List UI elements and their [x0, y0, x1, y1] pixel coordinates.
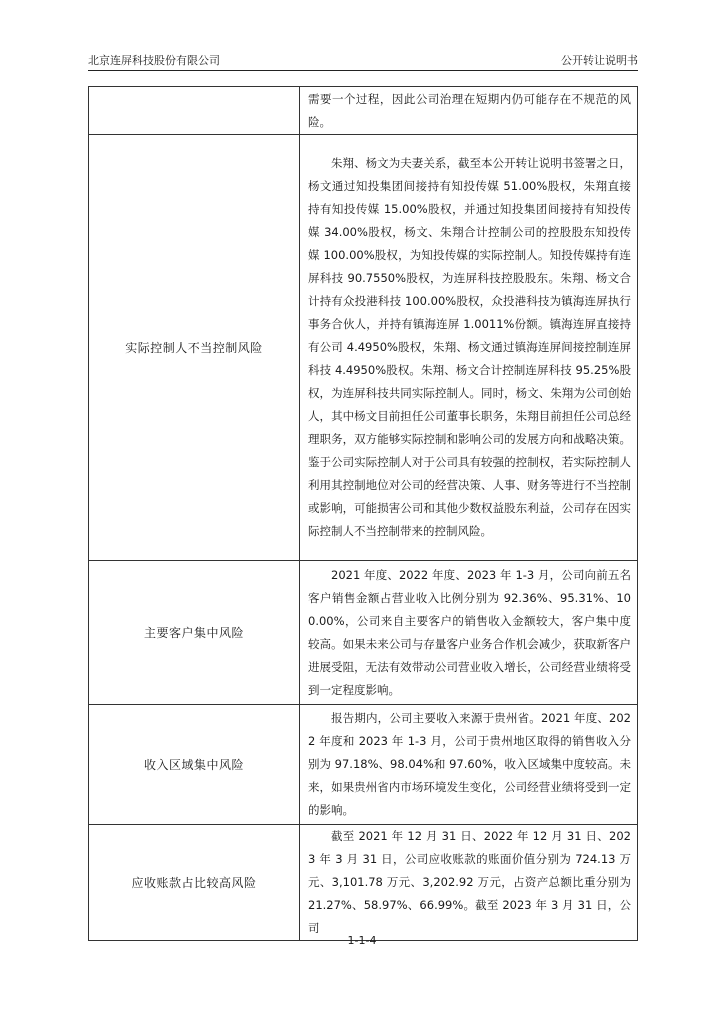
table-row [89, 561, 638, 705]
risk-description-text: 朱翔、杨文为夫妻关系，截至本公开转让说明书签署之日，杨文通过知投集团间接持有知投传媒 51.00%股权，朱翔直接持有知投传媒 15.00%股权，并通过知投集团间接持有知投传媒 34.00%股权，杨文、朱翔合计控制公司的控股股东知投传媒 100.00%股权，为知投传媒的实际控制人。知投传媒持有连屏科技 90.7550%股权，为连屏科技控股股东。朱翔、杨文合计持有众投港科技 100.00%股权，众投港科技为镇海连屏执行事务合伙人，并持有镇海连屏 1.0011%份额。镇海连屏直接持有公司 4.4950%股权，朱翔、杨文通过镇海连屏间接控制连屏科技 4.4950%股权。朱翔、杨文合计控制连屏科技 95.25%股权，为连屏科技共同实际控制人。同时，杨文、朱翔为公司创始人，其中杨文目前担任公司董事长职务，朱翔目前担任公司总经理职务，双方能够实际控制和影响公司的发展方向和战略决策。鉴于公司实际控制人对于公司具有较强的控制权，若实际控制人利用其控制地位对公司的经营决策、人事、财务等进行不当控制或影响，可能损害公司和其他少数权益股东利益，公司存在因实际控制人不当控制带来的控制风险。 [308, 156, 631, 538]
page-header [88, 52, 638, 71]
table-row [89, 87, 638, 135]
table-row [89, 825, 638, 941]
risk-description [300, 135, 638, 561]
risk-name: 主要客户集中风险 [89, 561, 300, 705]
risk-description [300, 87, 638, 135]
risk-name: 应收账款占比较高风险 [89, 825, 300, 941]
risk-description [300, 561, 638, 705]
risk-description [300, 705, 638, 825]
page-number: 1-1-4 [347, 934, 377, 947]
risk-name [89, 87, 300, 135]
risk-name: 实际控制人不当控制风险 [89, 135, 300, 561]
risk-description-text: 需要一个过程，因此公司治理在短期内仍可能存在不规范的风险。 [308, 91, 631, 129]
risk-description [300, 825, 638, 941]
company-name: 北京连屏科技股份有限公司 [88, 54, 220, 67]
risk-description-text: 2021 年度、2022 年度、2023 年 1-3 月，公司向前五名客户销售金额占营业收入比例分别为 92.36%、95.31%、100.00%，公司来自主要客户的销售收入金额较大，客户集中度较高。如果未来公司与存量客户业务合作机会减少，获取新客户进展受阻，无法有效带动公司营业收入增长，公司经营业绩将受到一定程度影响。 [308, 567, 631, 697]
risk-name: 收入区域集中风险 [89, 705, 300, 825]
document-title: 公开转让说明书 [561, 54, 638, 67]
table-row [89, 135, 638, 561]
risk-description-text: 截至 2021 年 12 月 31 日、2022 年 12 月 31 日、2023 年 3 月 31 日，公司应收账款的账面价值分别为 724.13 万元、3,101.78 万元、3,202.92 万元，占资产总额比重分别为 21.27%、58.97%、66.99%。截至 2023 年 3 月 31 日，公司 [308, 829, 631, 935]
table-row [89, 705, 638, 825]
risk-description-text: 报告期内，公司主要收入来源于贵州省。2021 年度、2022 年度和 2023 年 1-3 月，公司于贵州地区取得的销售收入分别为 97.18%、98.04%和 97.60%，收入区域集中度较高。未来，如果贵州省内市场环境发生变化，公司经营业绩将受到一定的影响。 [308, 711, 631, 817]
risk-table [88, 86, 638, 941]
